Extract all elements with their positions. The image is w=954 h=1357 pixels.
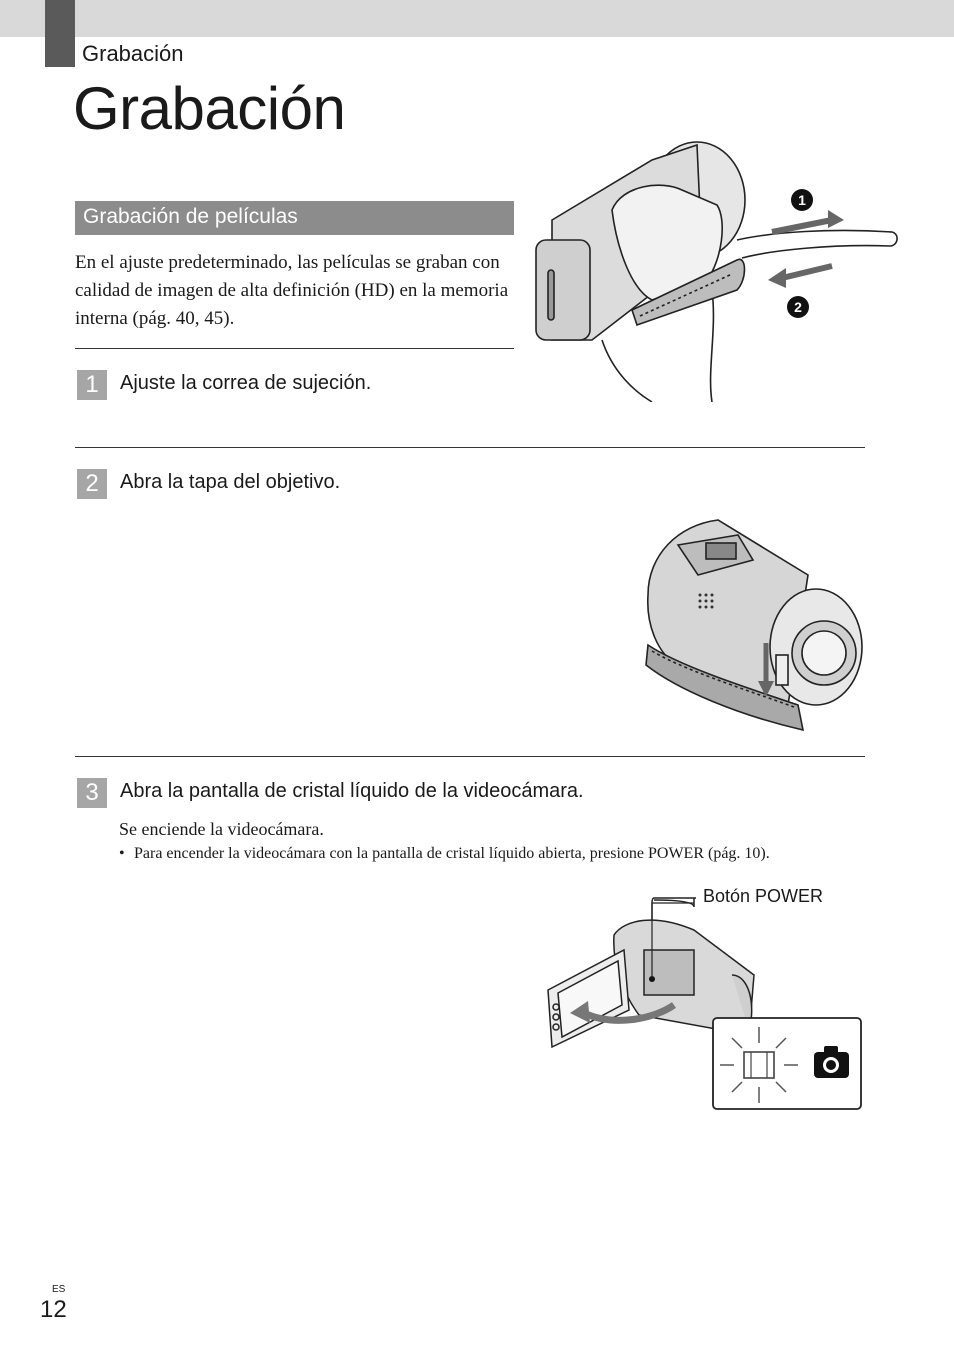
- lens-cover-illustration: [638, 515, 866, 737]
- step-3-bullet-text: Para encender la videocámara con la pantalla de cristal líquido abierta, presione POWER (pág. 10).: [134, 845, 770, 862]
- step-1-number: 1: [77, 370, 107, 400]
- intro-paragraph: En el ajuste predeterminado, las películas se graban con calidad de imagen de alta definición (HD) en la memoria interna (pág. 40, 45).: [75, 252, 509, 329]
- language-code: ES: [52, 1284, 66, 1295]
- divider: [75, 348, 514, 349]
- step-3-note: Se enciende la videocámara.: [119, 819, 324, 839]
- lcd-open-illustration: [544, 895, 864, 1111]
- bullet-dot: •: [119, 845, 125, 862]
- divider: [75, 756, 865, 757]
- subsection-bar: [75, 201, 514, 235]
- subsection-title: Grabación de películas: [83, 205, 298, 228]
- divider: [75, 447, 865, 448]
- power-button-label: Botón POWER: [703, 886, 824, 906]
- step-3-number: 3: [77, 778, 107, 808]
- step-1-marker-1-label: 1: [798, 192, 806, 208]
- step-3-text: Abra la pantalla de cristal líquido de la videocámara.: [120, 780, 584, 802]
- header-band: [0, 0, 954, 37]
- step-1-marker-2-label: 2: [794, 299, 802, 315]
- section-tab: [45, 0, 75, 67]
- grip-belt-illustration: [532, 140, 898, 402]
- step-1-text: Ajuste la correa de sujeción.: [120, 372, 372, 394]
- section-label: Grabación: [82, 41, 184, 66]
- page-number: 12: [40, 1296, 67, 1323]
- step-2-number: 2: [77, 469, 107, 499]
- page-title: Grabación: [73, 75, 346, 142]
- step-2-text: Abra la tapa del objetivo.: [120, 471, 341, 493]
- step-3-bullet: [119, 845, 879, 863]
